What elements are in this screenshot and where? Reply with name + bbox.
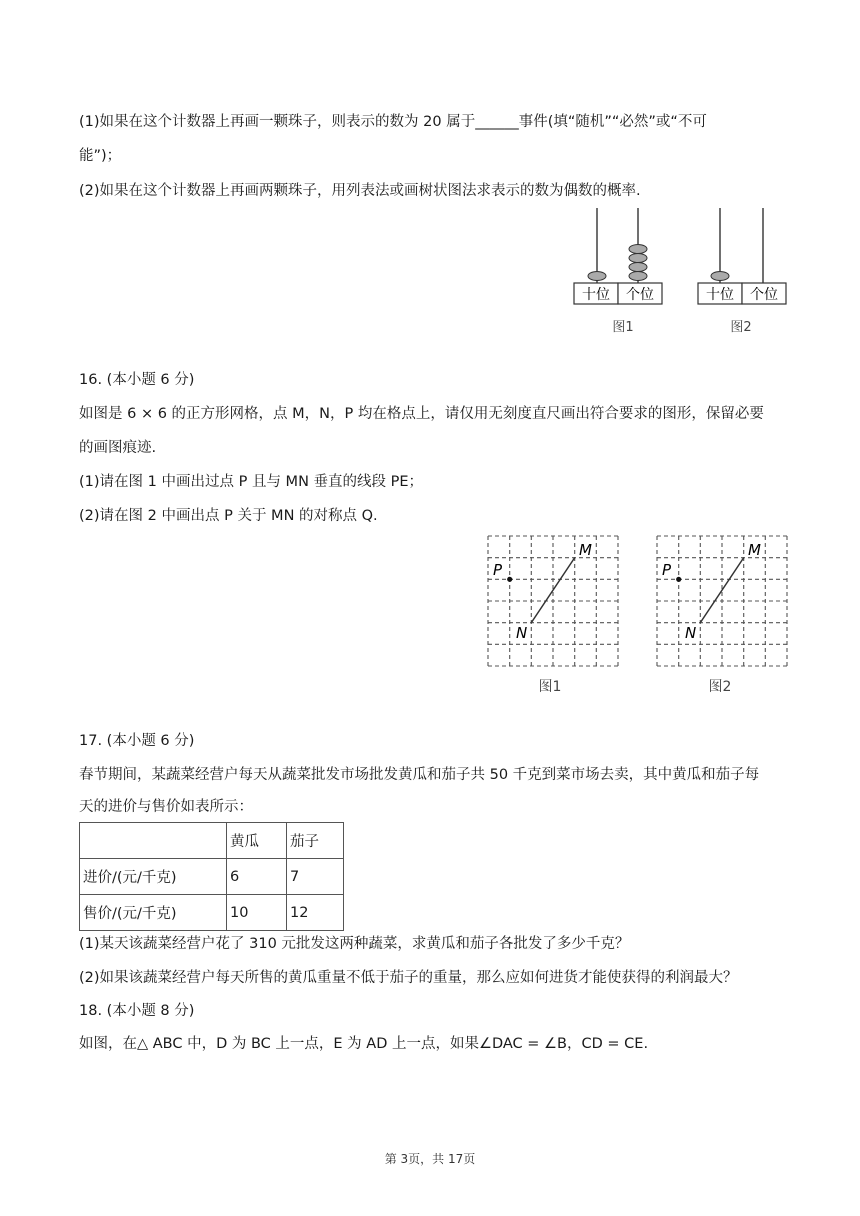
q18-heading: 18. (本小题 8 分)	[79, 1003, 195, 1019]
label-P: P	[493, 561, 503, 579]
table-header-row	[80, 823, 344, 859]
table-row	[80, 895, 344, 931]
fig2-caption: 图2	[730, 320, 752, 335]
bead	[629, 245, 647, 254]
label-N: N	[516, 624, 528, 642]
grid-fig2	[657, 536, 787, 695]
table-cell: 黄瓜	[227, 823, 287, 859]
fig1-ones-label: 个位	[626, 287, 654, 303]
table-cell: 10	[227, 895, 287, 931]
bead	[711, 272, 729, 281]
q17-heading: 17. (本小题 6 分)	[79, 733, 195, 749]
bead	[629, 263, 647, 272]
fig2-tens-label: 十位	[706, 287, 734, 303]
fig1-caption: 图1	[612, 320, 634, 335]
table-cell: 售价/(元/千克)	[80, 895, 227, 931]
q15-part1-line1: (1)如果在这个计数器上再画一颗珠子，则表示的数为 20 属于______事件(填“随机”“必然”或“不可	[79, 114, 707, 130]
price-table	[79, 822, 344, 931]
q16-intro-line1: 如图是 6 × 6 的正方形网格，点 M，N，P 均在格点上，请仅用无刻度直尺画出符合要求的图形，保留必要	[79, 406, 764, 422]
abacus-figures	[570, 205, 800, 344]
q16-heading: 16. (本小题 6 分)	[79, 372, 195, 388]
table-cell: 12	[287, 895, 344, 931]
bead	[629, 254, 647, 263]
q17-part2: (2)如果该蔬菜经营户每天所售的黄瓜重量不低于茄子的重量，那么应如何进货才能使获得的利润最大？	[79, 970, 738, 986]
q16-part1: (1)请在图 1 中画出过点 P 且与 MN 垂直的线段 PE；	[79, 474, 424, 490]
grid-figures	[480, 528, 800, 704]
label-P: P	[662, 561, 672, 579]
table-cell: 茄子	[287, 823, 344, 859]
label-N: N	[685, 624, 697, 642]
page-footer: 第 3页，共 17页	[384, 1152, 476, 1166]
grid-fig1	[488, 536, 618, 695]
abacus-fig1	[574, 208, 662, 335]
q17-part1: (1)某天该蔬菜经营户花了 310 元批发这两种蔬菜，求黄瓜和茄子各批发了多少千克？	[79, 936, 630, 952]
q16-intro-line2: 的画图痕迹.	[79, 440, 157, 456]
fig1-tens-label: 十位	[582, 287, 610, 303]
abacus-fig2	[698, 208, 786, 335]
grid-caption1: 图1	[538, 679, 562, 695]
q18-intro: 如图，在△ ABC 中，D 为 BC 上一点，E 为 AD 上一点，如果∠DAC = ∠B，CD = CE.	[79, 1036, 649, 1052]
q15-part2: (2)如果在这个计数器上再画两颗珠子，用列表法或画树状图法求表示的数为偶数的概率.	[79, 183, 641, 199]
table-cell	[80, 823, 227, 859]
table-cell: 7	[287, 859, 344, 895]
q16-part2: (2)请在图 2 中画出点 P 关于 MN 的对称点 Q.	[79, 508, 378, 524]
table-row	[80, 859, 344, 895]
label-M: M	[748, 541, 761, 559]
table-cell: 6	[227, 859, 287, 895]
q17-intro-line2: 天的进价与售价如表所示：	[79, 799, 253, 815]
bead	[588, 272, 606, 281]
bead	[629, 272, 647, 281]
fig2-ones-label: 个位	[750, 287, 778, 303]
point-P	[676, 577, 681, 582]
grid-caption2: 图2	[708, 679, 732, 695]
table-cell: 进价/(元/千克)	[80, 859, 227, 895]
point-P	[507, 577, 512, 582]
q15-part1-line2: 能”)；	[79, 148, 122, 164]
label-M: M	[579, 541, 592, 559]
q17-intro-line1: 春节期间，某蔬菜经营户每天从蔬菜批发市场批发黄瓜和茄子共 50 千克到菜市场去卖，其中黄瓜和茄子每	[79, 767, 760, 783]
